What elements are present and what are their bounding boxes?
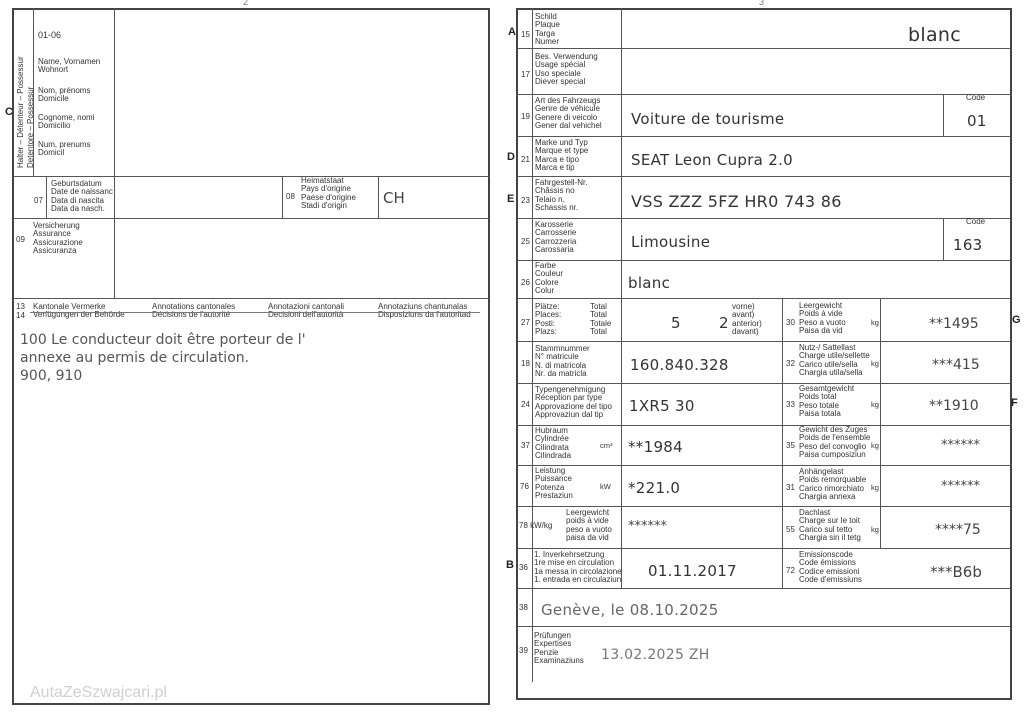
row-divider: [12, 176, 490, 177]
r17-labels: Bes. Verwendung Usage spécial Uso speciale Diever special: [535, 52, 598, 87]
watermark: AutaZeSzwajcari.pl: [30, 684, 167, 701]
number-column-divider: [532, 8, 533, 682]
r78-num: 78 kW/kg: [519, 521, 553, 530]
r35-value: ******: [941, 438, 980, 453]
r31-value: ******: [941, 479, 980, 494]
r21-num: 21: [521, 155, 530, 164]
r21-labels: Marke und Typ Marque et type Marca e tipo Marca e tip: [535, 138, 589, 173]
origin-value-divider: [378, 176, 379, 218]
r30-value: **1495: [929, 316, 979, 332]
cantonal-underline: [30, 312, 480, 313]
cantonal-col-2: Annotations cantonales Décisions de l'autorité: [152, 302, 236, 320]
r37-num: 37: [521, 441, 530, 450]
row-divider: [516, 626, 1012, 627]
marker-g: G: [1012, 314, 1021, 326]
left-page-number: 2: [243, 0, 249, 7]
cantonal-col-4: Annotaziuns chantunalas Disposiziuns da l'autoritad: [378, 302, 471, 320]
cantonal-col-3: Annotazioni cantonali Decisioni dell'autorità: [268, 302, 345, 320]
holder-nom-labels: Nom, prénoms Domicile: [38, 86, 91, 104]
r24-num: 24: [521, 400, 530, 409]
row-divider: [516, 548, 1012, 549]
r25-code-value: 163: [953, 236, 983, 254]
holder-num-labels: Num, prenums Domicil: [38, 140, 91, 158]
row-divider: [516, 425, 1012, 426]
row-divider: [516, 176, 1012, 177]
birth-inner-divider: [114, 176, 115, 218]
r76-labels: Leistung Puissance Potenza Prestaziun: [535, 466, 573, 501]
r37-unit: cm³: [600, 441, 613, 450]
right-value-divider: [880, 298, 881, 548]
r36-num: 36: [519, 563, 528, 572]
row-divider: [516, 298, 1012, 299]
birth-number: 07: [34, 196, 43, 205]
holder-vertical-title-2: Detentore – Possessur: [26, 86, 35, 168]
left-value-divider: [621, 548, 622, 588]
r15-value: blanc: [908, 24, 961, 46]
holder-inner-divider: [114, 8, 115, 176]
r78-value: ******: [628, 519, 667, 534]
holder-vertical-title: Halter – Détenteur – Possessur: [16, 56, 25, 168]
r55-unit: kg: [871, 525, 879, 534]
code-divider: [943, 94, 944, 136]
r32-unit: kg: [871, 359, 879, 368]
birth-divider: [46, 176, 47, 218]
row-divider: [516, 588, 1012, 589]
r21-value: SEAT Leon Cupra 2.0: [631, 151, 793, 169]
row-divider: [516, 341, 1012, 342]
row-divider: [12, 218, 490, 219]
insurance-divider: [114, 218, 115, 298]
r15-labels: Schild Plaque Targa Numer: [535, 12, 560, 47]
r33-value: **1910: [929, 398, 979, 414]
cantonal-num-1: 13: [16, 302, 25, 311]
r72-value: ***B6b: [930, 563, 982, 581]
marker-a: A: [508, 26, 516, 38]
r35-unit: kg: [871, 441, 879, 450]
row-divider: [516, 136, 1012, 137]
right-page-number: 3: [759, 0, 765, 7]
r76-unit: kW: [600, 482, 611, 491]
r38-num: 38: [519, 603, 528, 612]
cantonal-num-2: 14: [16, 311, 25, 320]
r19-labels: Art des Fahrzeugs Genre de véhicule Genere di veicolo Gener dal vehichel: [535, 96, 602, 131]
r25-labels: Karosserie Carrosserie Carrozzeria Carossaria: [535, 220, 577, 255]
r27-num: 27: [521, 318, 530, 327]
r37-labels: Hubraum Cylindrée Cilindrata Cilindrada: [535, 426, 572, 461]
row-divider: [516, 218, 1012, 219]
r19-code-value: 01: [967, 112, 987, 130]
r19-num: 19: [521, 112, 530, 121]
r33-labels: Gesamtgewicht Poids total Peso totale Paisa totala: [799, 384, 855, 419]
insurance-labels: Versicherung Assurance Assicurazione Assicuranza: [33, 221, 83, 256]
r26-num: 26: [521, 278, 530, 287]
r18-num: 18: [521, 359, 530, 368]
origin-value: CH: [383, 189, 405, 207]
cantonal-text: 100 Le conducteur doit être porteur de l' annexe au permis de circulation. 900, 910: [20, 332, 306, 384]
r31-unit: kg: [871, 483, 879, 492]
r32-num: 32: [786, 359, 795, 368]
r26-value: blanc: [628, 274, 671, 292]
insurance-number: 09: [16, 235, 25, 244]
r26-labels: Farbe Couleur Colore Colur: [535, 261, 564, 296]
r18-value: 160.840.328: [630, 356, 729, 374]
r78-labels: Leergewicht poids à vide peso a vuoto paisa da vid: [566, 508, 612, 543]
cantonal-col-1: Kantonale Vermerke Verfügungen der Behörde: [33, 302, 125, 320]
row-divider: [516, 506, 1012, 507]
r25-value: Limousine: [631, 233, 711, 251]
marker-f: F: [1011, 397, 1018, 409]
r55-labels: Dachlast Charge sur le toit Carico sul tetto Chargia sin il tetg: [799, 508, 861, 543]
r19-value: Voiture de tourisme: [631, 110, 785, 128]
r23-value: VSS ZZZ 5FZ HR0 743 86: [631, 192, 842, 211]
code-divider: [943, 218, 944, 260]
r24-value: 1XR5 30: [629, 397, 695, 415]
r33-num: 33: [786, 400, 795, 409]
r30-labels: Leergewicht Poids à vide Peso a vuoto Paisa da vid: [799, 301, 846, 336]
row-divider: [516, 383, 1012, 384]
r37-value: **1984: [628, 438, 683, 456]
r55-num: 55: [786, 525, 795, 534]
r76-num: 76: [520, 482, 529, 491]
r24-labels: Typengenehmigung Réception par type Approvazione del tipo Approvaziun dal tip: [535, 385, 612, 420]
r30-unit: kg: [871, 318, 879, 327]
r23-labels: Fahrgestell-Nr. Châssis no Telaio n. Schassis nr.: [535, 178, 588, 213]
holder-cognome-labels: Cognome, nomi Domicilio: [38, 113, 95, 131]
r38-value: Genève, le 08.10.2025: [541, 601, 719, 619]
marker-d: D: [507, 151, 515, 163]
r35-labels: Gewicht des Zuges Poids de l'ensemble Peso del convoglio Paisa cumposiziun: [799, 425, 871, 460]
r39-num: 39: [519, 646, 528, 655]
r32-labels: Nutz-/ Sattellast Charge utile/sellette Carico utile/sella Chargia utila/sella: [799, 343, 870, 378]
r18-labels: Stammnummer N° matricule N. di matricola Nr. da matricla: [535, 344, 590, 379]
r33-unit: kg: [871, 400, 879, 409]
birth-labels: Geburtsdatum Date de naissanc Data di nascita Data da nasch.: [51, 179, 113, 214]
r55-value: ****75: [935, 522, 981, 538]
origin-divider: [282, 176, 283, 218]
r27-value-total: 5: [671, 314, 681, 332]
r31-labels: Anhängelast Poids remorquable Carico rimorchiato Chargia annexa: [799, 467, 867, 502]
marker-b: B: [506, 559, 514, 571]
marker-e: E: [507, 193, 515, 205]
row-divider: [516, 465, 1012, 466]
r23-num: 23: [521, 196, 530, 205]
label-column-divider: [621, 8, 622, 298]
holder-divider: [33, 8, 34, 176]
r17-num: 17: [521, 70, 530, 79]
holder-name-labels: Name, Vornamen Wohnort: [38, 57, 101, 75]
origin-number: 08: [286, 192, 295, 201]
r25-num: 25: [521, 237, 530, 246]
r27-totals: Total Total Totale Total: [590, 302, 612, 337]
r76-value: *221.0: [628, 479, 681, 497]
origin-labels: Heimatstaat Pays d'origine Paese d'origine Stadi d'origin: [301, 176, 356, 211]
r36-labels: 1. Inverkehrsetzung 1re mise en circulation 1a messa in circolazione 1. entrada en circulaziun: [534, 550, 622, 585]
holder-code: 01-06: [38, 30, 62, 40]
r39-value: 13.02.2025 ZH: [601, 647, 710, 663]
row-divider: [516, 260, 1012, 261]
r32-value: ***415: [932, 357, 980, 373]
row-divider: [516, 48, 1012, 49]
r25-code-label: Code: [966, 217, 986, 226]
r27-labels: Plätze: Places: Posti: Plazs:: [535, 302, 562, 337]
marker-c: C: [5, 106, 13, 118]
r27-value-front: 2: [719, 314, 729, 332]
r15-num: 15: [521, 30, 530, 39]
r72-labels: Emissionscode Code émissions Codice emissioni Code d'emissiuns: [799, 550, 862, 585]
r30-num: 30: [786, 318, 795, 327]
row-divider: [516, 94, 1012, 95]
r36-value: 01.11.2017: [648, 562, 737, 580]
r31-num: 31: [786, 483, 795, 492]
r72-num: 72: [786, 566, 795, 575]
r35-num: 35: [786, 441, 795, 450]
r19-code-label: Code: [966, 93, 986, 102]
left-value-divider: [621, 298, 622, 548]
r27-front-labels: vorne) avant) anterior) davant): [732, 302, 762, 337]
row-divider: [12, 298, 490, 299]
r39-labels: Prüfungen Expertises Penzie Examinaziuns: [534, 631, 584, 666]
